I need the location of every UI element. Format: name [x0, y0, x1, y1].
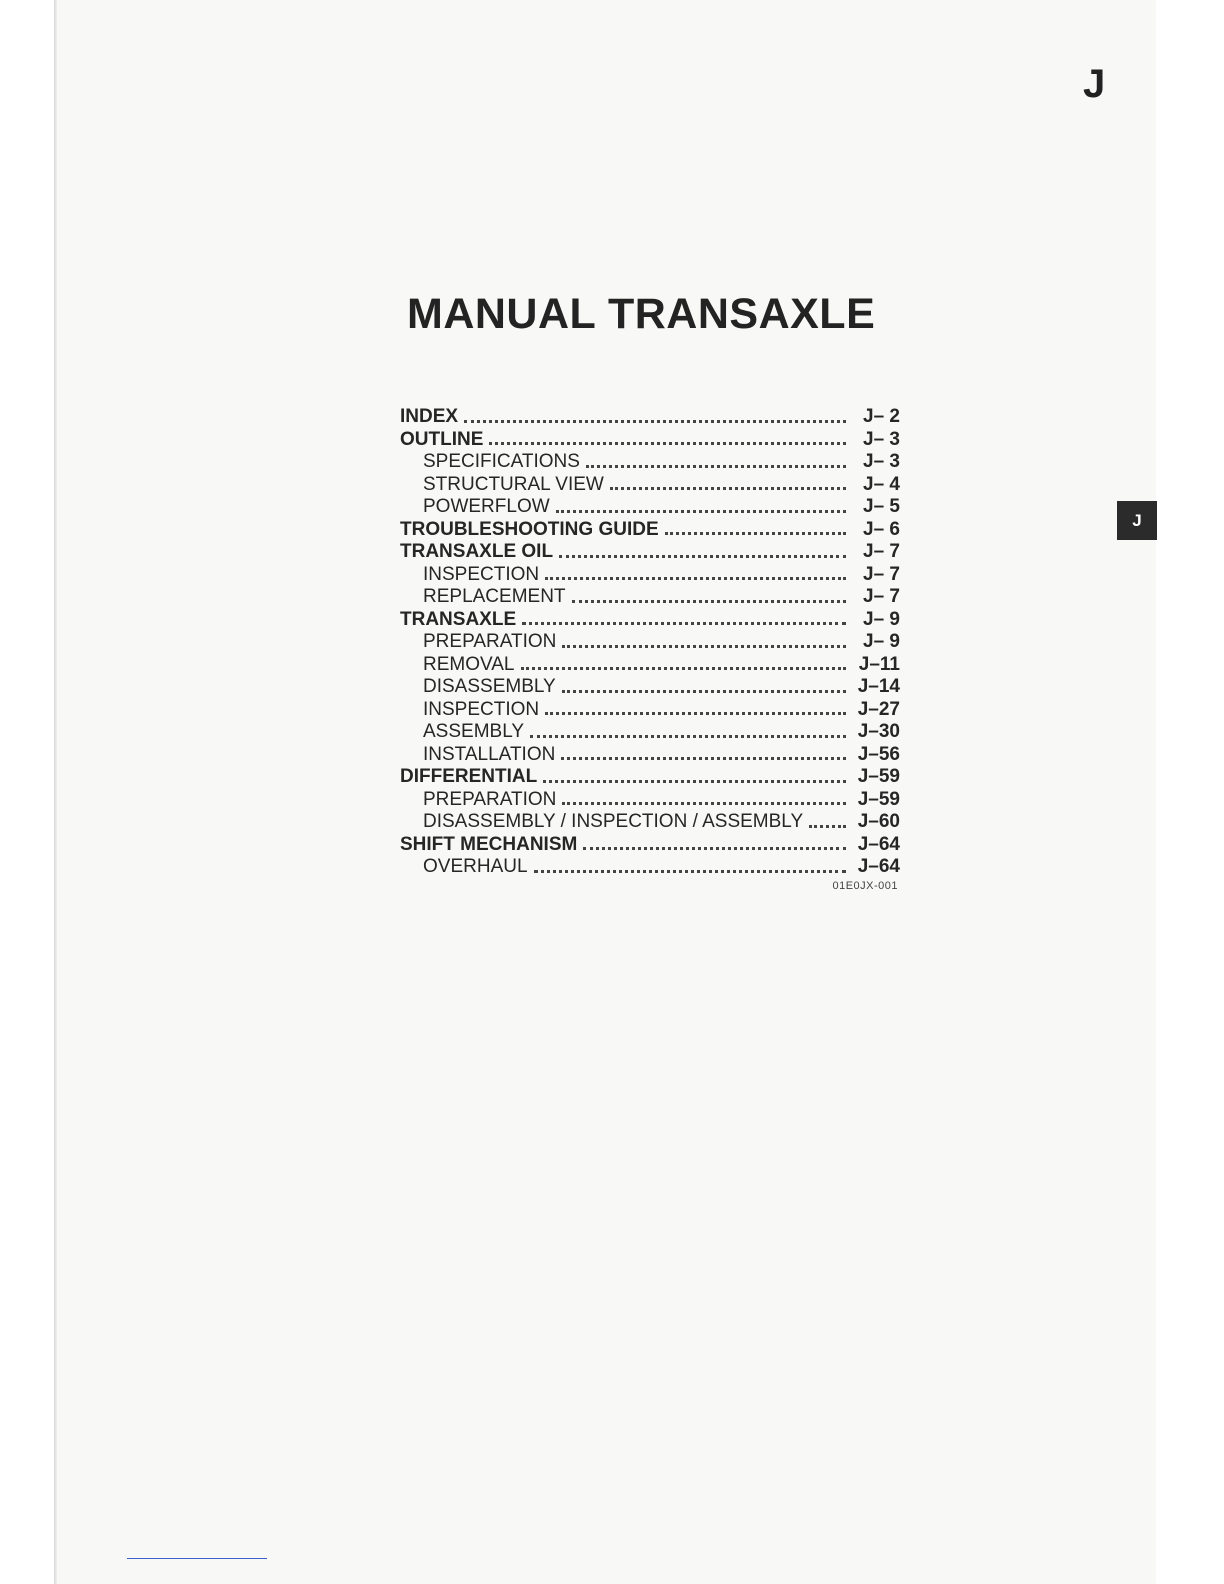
toc-entry-label: TRANSAXLE [400, 608, 517, 630]
toc-entry[interactable] [400, 676, 900, 699]
toc-entry[interactable] [400, 586, 900, 609]
toc-entry-label: REMOVAL [423, 653, 515, 675]
toc-entry-label: DISASSEMBLY [423, 676, 556, 697]
toc-entry-label: INSPECTION [423, 563, 540, 585]
dot-leader [522, 622, 846, 625]
dot-leader [562, 802, 846, 805]
toc-entry[interactable] [400, 406, 900, 429]
toc-entry-page: J–11 [858, 653, 900, 675]
toc-entry[interactable] [400, 699, 900, 722]
dot-leader [545, 712, 846, 715]
toc-entry-label: SHIFT MECHANISM [400, 833, 578, 855]
toc-entry-page: J– 9 [863, 608, 900, 630]
dot-leader [556, 510, 846, 513]
toc-entry-label: OUTLINE [400, 428, 484, 450]
toc-entry[interactable] [400, 856, 900, 879]
toc-entry-label: POWERFLOW [423, 496, 550, 517]
dot-leader [562, 690, 846, 693]
toc-entry-page: J–30 [857, 721, 900, 742]
dot-leader [545, 577, 846, 580]
toc-entry-page: J–27 [857, 698, 900, 720]
dot-leader [562, 645, 846, 648]
toc-entry[interactable] [400, 609, 900, 632]
dot-leader [559, 555, 846, 558]
toc-entry-label: TROUBLESHOOTING GUIDE [400, 518, 659, 540]
toc-entry[interactable] [400, 834, 900, 857]
dot-leader [610, 487, 846, 490]
toc-entry-label: ASSEMBLY [423, 721, 525, 742]
toc-entry-page: J–14 [857, 676, 900, 697]
toc-entry-label: REPLACEMENT [423, 586, 566, 607]
toc-entry-page: J–56 [857, 743, 900, 765]
toc-entry-label: INSTALLATION [423, 743, 556, 765]
toc-entry-page: J–60 [857, 811, 900, 832]
toc-entry-page: J– 6 [863, 518, 900, 540]
edge-mark [127, 1558, 267, 1559]
toc-entry[interactable] [400, 631, 900, 654]
page-margin [1156, 0, 1224, 1584]
toc-entry-page: J– 3 [863, 451, 900, 472]
toc-entry-page: J– 7 [863, 541, 900, 562]
toc-entry-page: J– 3 [863, 428, 900, 450]
dot-leader [521, 667, 846, 670]
toc-entry-page: J–59 [857, 766, 900, 787]
table-of-contents [400, 406, 900, 879]
dot-leader [809, 825, 846, 828]
dot-leader [583, 847, 846, 850]
dot-leader [534, 870, 846, 873]
section-letter: J [1083, 62, 1106, 106]
toc-entry[interactable] [400, 811, 900, 834]
toc-entry-page: J–64 [857, 856, 900, 877]
page-binding-shadow [54, 0, 57, 1584]
page-title: MANUAL TRANSAXLE [407, 290, 876, 338]
toc-entry[interactable] [400, 451, 900, 474]
toc-entry-page: J– 7 [863, 563, 900, 585]
toc-entry-label: STRUCTURAL VIEW [423, 473, 604, 495]
toc-entry-page: J– 9 [863, 631, 900, 652]
toc-entry-page: J– 7 [863, 586, 900, 607]
toc-entry-label: OVERHAUL [423, 856, 528, 877]
dot-leader [543, 780, 846, 783]
toc-entry[interactable] [400, 541, 900, 564]
document-code: 01E0JX-001 [832, 880, 898, 892]
toc-entry[interactable] [400, 766, 900, 789]
dot-leader [530, 735, 846, 738]
dot-leader [665, 532, 846, 535]
toc-entry-page: J– 5 [863, 496, 900, 517]
dot-leader [572, 600, 846, 603]
toc-entry[interactable] [400, 474, 900, 497]
toc-entry[interactable] [400, 564, 900, 587]
toc-entry-page: J– 4 [863, 473, 900, 495]
toc-entry-label: DISASSEMBLY / INSPECTION / ASSEMBLY [423, 811, 804, 832]
section-tab[interactable]: J [1117, 501, 1157, 540]
toc-entry-label: TRANSAXLE OIL [400, 541, 554, 562]
toc-entry-label: INSPECTION [423, 698, 540, 720]
dot-leader [489, 442, 846, 445]
toc-entry-page: J–64 [857, 833, 900, 855]
toc-entry-label: SPECIFICATIONS [423, 451, 580, 472]
toc-entry-label: DIFFERENTIAL [400, 766, 538, 787]
toc-entry-label: PREPARATION [423, 631, 557, 652]
toc-entry[interactable] [400, 721, 900, 744]
toc-entry-page: J–59 [857, 788, 900, 810]
toc-entry-label: PREPARATION [423, 788, 557, 810]
toc-entry[interactable] [400, 654, 900, 677]
toc-entry-page: J– 2 [863, 406, 900, 427]
dot-leader [586, 465, 846, 468]
toc-entry[interactable] [400, 429, 900, 452]
toc-entry[interactable] [400, 744, 900, 767]
toc-entry[interactable] [400, 519, 900, 542]
toc-entry[interactable] [400, 789, 900, 812]
dot-leader [464, 420, 846, 423]
toc-entry[interactable] [400, 496, 900, 519]
dot-leader [561, 757, 846, 760]
toc-entry-label: INDEX [400, 406, 459, 427]
